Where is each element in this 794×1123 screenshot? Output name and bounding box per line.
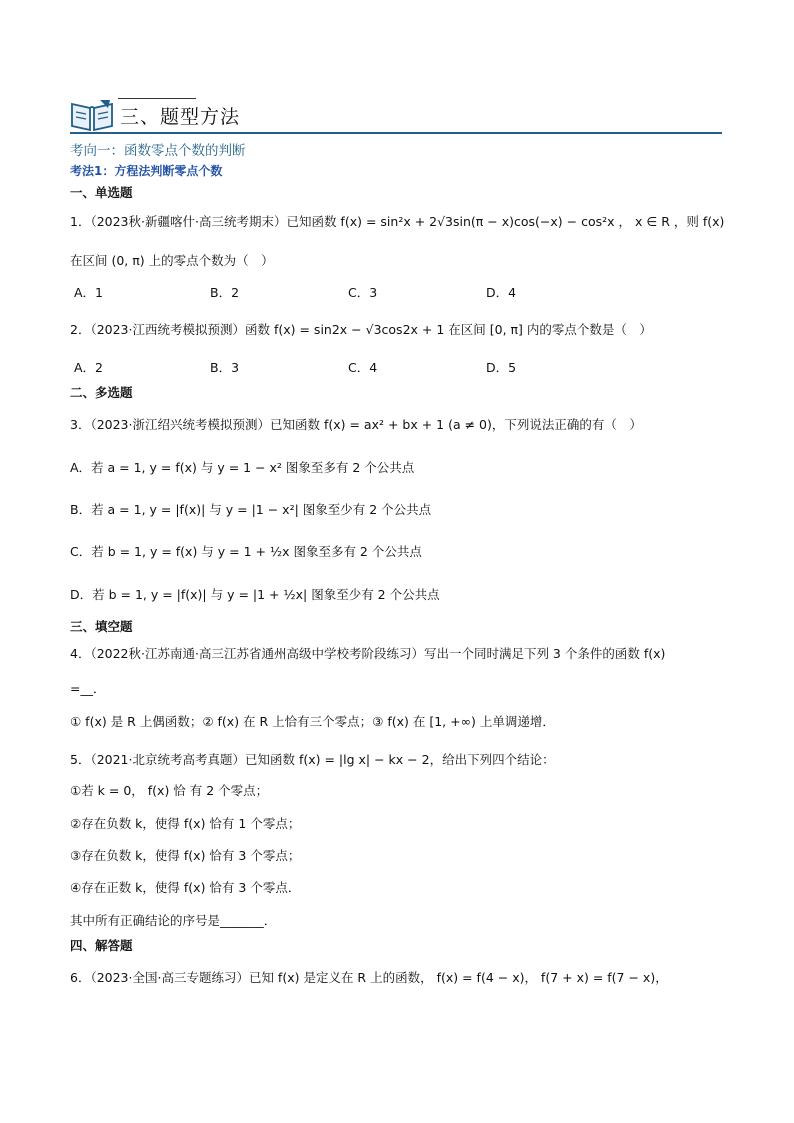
section-answer: 四、解答题 xyxy=(70,938,133,953)
question-1-line-2: 在区间 (0, π) 上的零点个数为（ ） xyxy=(70,253,274,268)
question-5-line-1: 5．（2021·北京统考高考真题）已知函数 f(x) = |lg x| − kx − 2，给出下列四个结论： xyxy=(70,752,555,767)
q1-option-d: D．4 xyxy=(486,285,517,300)
question-6-line-1: 6．（2023·全国·高三专题练习）已知 f(x) 是定义在 R 上的函数， f(x) = f(4 − x)， f(7 + x) = f(7 − x)， xyxy=(70,970,668,985)
section-title: 三、题型方法 xyxy=(120,106,241,128)
q5-item-3: ③存在负数 k，使得 f(x) 恰有 3 个零点； xyxy=(70,848,301,863)
section-fill-blank: 三、填空题 xyxy=(70,619,133,634)
q5-ask: 其中所有正确结论的序号是_______． xyxy=(70,913,277,928)
q5-item-1: ①若 k = 0， f(x) 恰 有 2 个零点； xyxy=(70,783,269,798)
q1-option-c: C．3 xyxy=(348,285,378,300)
q3-option-c: C．若 b = 1, y = f(x) 与 y = 1 + ½x 图象至多有 2 个公共点 xyxy=(70,544,422,559)
book-icon xyxy=(70,98,114,132)
section-single-choice: 一、单选题 xyxy=(70,185,133,200)
q5-item-4: ④存在正数 k，使得 f(x) 恰有 3 个零点． xyxy=(70,880,301,895)
header-top-rule xyxy=(118,98,196,99)
question-4-line-2: =__． xyxy=(70,681,106,696)
question-1-line-1: 1．（2023秋·新疆喀什·高三统考期末）已知函数 f(x) = sin²x + 2√3sin(π − x)cos(−x) − cos²x ， x ∈ R ，则 f(x) xyxy=(70,214,725,229)
header-rule xyxy=(70,132,722,134)
q2-option-a: A．2 xyxy=(74,360,104,375)
question-4-line-3: ① f(x) 是 R 上偶函数；② f(x) 在 R 上恰有三个零点；③ f(x) 在 [1, +∞) 上单调递增． xyxy=(70,714,555,729)
question-2-line-1: 2．（2023·江西统考模拟预测）函数 f(x) = sin2x − √3cos2x + 1 在区间 [0, π] 内的零点个数是（ ） xyxy=(70,322,652,337)
q1-option-a: A．1 xyxy=(74,285,104,300)
q3-option-d: D．若 b = 1, y = |f(x)| 与 y = |1 + ½x| 图象至少有 2 个公共点 xyxy=(70,587,440,602)
q2-option-d: D．5 xyxy=(486,360,517,375)
q2-option-b: B．3 xyxy=(210,360,240,375)
section-multi-choice: 二、多选题 xyxy=(70,385,133,400)
q3-option-b: B．若 a = 1, y = |f(x)| 与 y = |1 − x²| 图象至少有 2 个公共点 xyxy=(70,502,432,517)
q3-option-a: A．若 a = 1, y = f(x) 与 y = 1 − x² 图象至多有 2 个公共点 xyxy=(70,460,415,475)
direction-heading: 考向一：函数零点个数的判断 xyxy=(70,143,246,159)
section-header xyxy=(70,96,722,136)
method-heading: 考法1：方程法判断零点个数 xyxy=(70,164,223,178)
q5-item-2: ②存在负数 k，使得 f(x) 恰有 1 个零点； xyxy=(70,816,301,831)
q1-option-b: B．2 xyxy=(210,285,240,300)
question-4-line-1: 4．（2022秋·江苏南通·高三江苏省通州高级中学校考阶段练习）写出一个同时满足下列 3 个条件的函数 f(x) xyxy=(70,646,666,661)
question-3-line-1: 3．（2023·浙江绍兴统考模拟预测）已知函数 f(x) = ax² + bx + 1 (a ≠ 0)，下列说法正确的有（ ） xyxy=(70,417,642,432)
q2-option-c: C．4 xyxy=(348,360,378,375)
